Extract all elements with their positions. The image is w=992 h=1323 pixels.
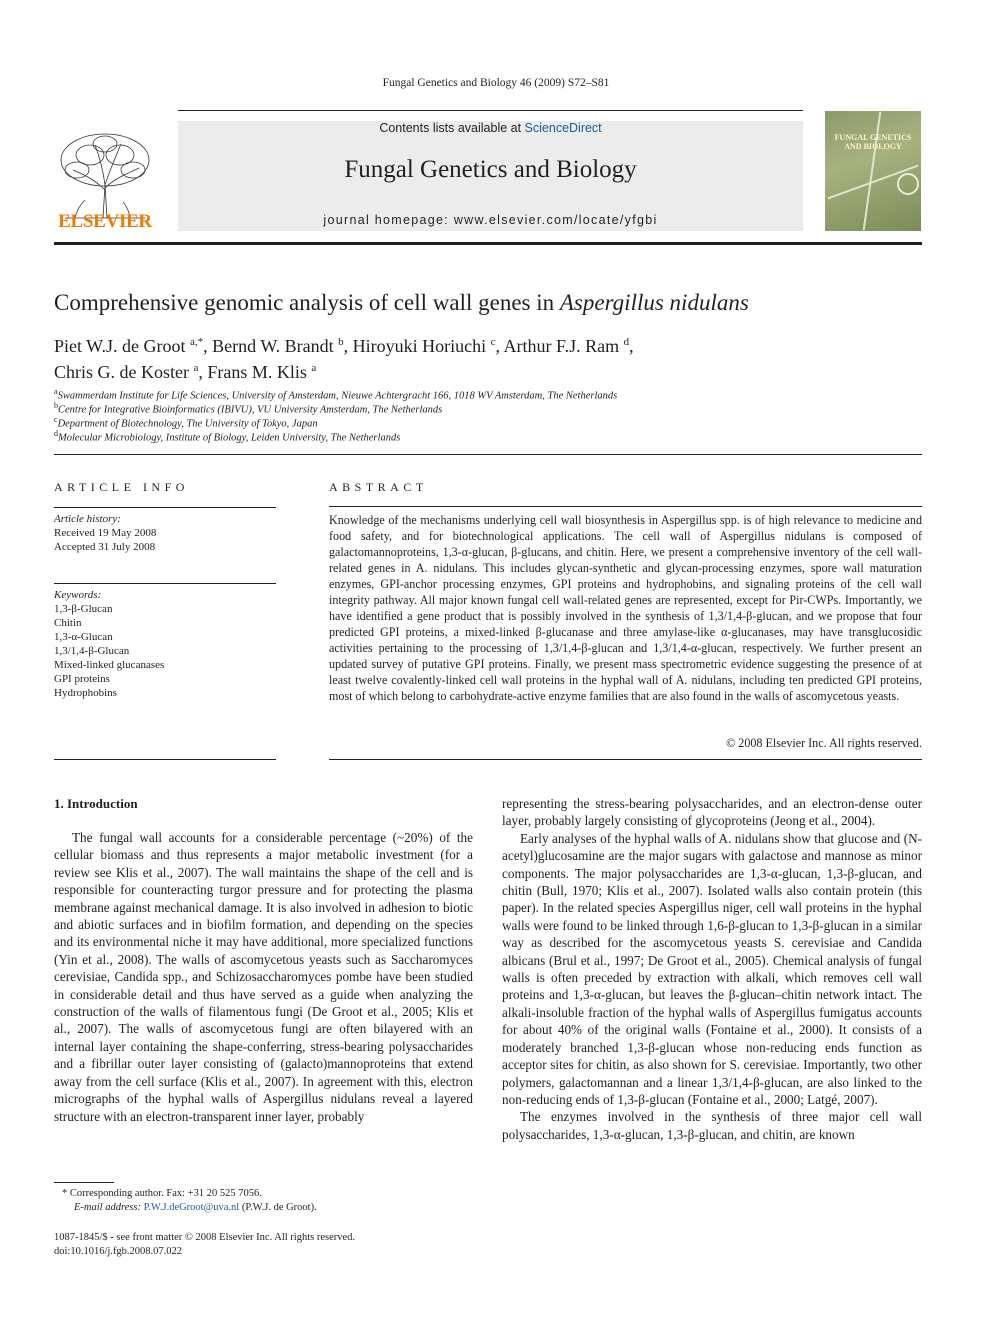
cover-hypha-line [863, 111, 882, 230]
affiliation [54, 387, 617, 402]
author-separator: , [629, 336, 634, 356]
history-label: Article history: [54, 513, 121, 525]
affiliation [54, 429, 400, 444]
journal-cover-image [825, 111, 921, 231]
intro-paragraph: representing the stress-bearing polysaccharides, and an electron-dense outer layer, probably largely consisting of glycoproteins (Jeong et al., 2004). [502, 796, 922, 829]
author-affil-mark[interactable]: a [311, 362, 317, 374]
author-separator: , [203, 336, 213, 356]
affiliation [54, 415, 318, 430]
keyword: Hydrophobins [54, 687, 117, 699]
affiliation-mark: b [54, 401, 58, 410]
received-date: Received 19 May 2008 [54, 527, 157, 539]
cover-spore [897, 173, 919, 195]
author-separator: , [495, 336, 504, 356]
abstract-heading: ABSTRACT [329, 480, 428, 494]
keyword: Chitin [54, 617, 82, 629]
author-affil-mark[interactable]: d [623, 336, 630, 348]
author-affil-mark[interactable]: a,* [190, 336, 204, 348]
author[interactable]: Piet W.J. de Groot [54, 336, 186, 356]
article-title [54, 290, 749, 316]
author[interactable]: Frans M. Klis [207, 362, 307, 382]
affiliation-mark: d [54, 429, 58, 438]
article-info-heading: ARTICLE INFO [54, 480, 189, 494]
email-suffix: (P.W.J. de Groot). [239, 1202, 317, 1213]
author[interactable]: Hiroyuki Horiuchi [352, 336, 487, 356]
intro-left-column: The fungal wall accounts for a considerable percentage (~20%) of the cellular biomass and thus represents a major metabolic investment (for a review see Klis et al., 2007). The wall maintains the shape of the cell and is responsible for counteracting turgor pressure and for protecting the plasma membrane against mechanical damage. It is also involved in adhesion to biotic and abiotic surfaces and in biofilm formation, and depending on the species and its environmental niche it may have additional, more specialized functions (Yin et al., 2008). The walls of ascomycetous yeasts such as Saccharomyces cerevisiae, Candida spp., and Schizosaccharomyces pombe have been studied in considerable detail and thus have served as a guide when analyzing the construction of the walls of filamentous fungi (De Groot et al., 2005; Klis et al., 2007). The walls of ascomycetous fungi are often bilayered with an internal layer containing the shape-conferring, stress-bearing polysaccharides and a fibrillar outer layer consisting of (galacto)mannoproteins that extend away from the cell surface (Klis et al., 2007). In agreement with this, electron micrographs of the hyphal walls of Aspergillus nidulans reveal a layered structure with an electron-transparent inner layer, probably [54, 830, 473, 1124]
intro-paragraph: The enzymes involved in the synthesis of three major cell wall polysaccharides, 1,3-α-glucan, 1,3-β-glucan, and chitin, are known [502, 1109, 922, 1142]
author[interactable]: Chris G. de Koster [54, 362, 189, 382]
header-rule [54, 242, 922, 245]
affiliation-rule [54, 454, 922, 455]
affiliation [54, 401, 442, 416]
affiliation-mark: c [54, 415, 58, 424]
author-separator: , [198, 362, 208, 382]
journal-title: Fungal Genetics and Biology [344, 156, 637, 183]
top-rule [178, 110, 803, 111]
footnote-rule [54, 1182, 114, 1183]
author[interactable]: Arthur F.J. Ram [503, 336, 620, 356]
author[interactable]: Bernd W. Brandt [212, 336, 334, 356]
doi-line[interactable]: doi:10.1016/j.fgb.2008.07.022 [54, 1246, 183, 1257]
issn-line: 1087-1845/$ - see front matter © 2008 Elsevier Inc. All rights reserved. [54, 1232, 356, 1243]
abstract-rule [329, 759, 922, 760]
accepted-date: Accepted 31 July 2008 [54, 541, 156, 553]
author-affil-mark[interactable]: c [490, 336, 496, 348]
keyword: Mixed-linked glucanases [54, 659, 165, 671]
article-info-rule [54, 759, 276, 760]
contents-prefix: Contents lists available at [379, 121, 525, 135]
email-link[interactable]: P.W.J.deGroot@uva.nl [143, 1202, 240, 1213]
keyword: 1,3-α-Glucan [54, 631, 113, 643]
keyword: GPI proteins [54, 673, 110, 685]
email-note [74, 1201, 317, 1215]
author-list [54, 331, 634, 383]
introduction-heading: 1. Introduction [54, 796, 138, 811]
corresponding-author-note [62, 1187, 262, 1201]
sciencedirect-link[interactable]: ScienceDirect [524, 121, 602, 135]
abstract-text: Knowledge of the mechanisms underlying cell wall biosynthesis in Aspergillus spp. is of high relevance to medicine and food safety, and for biotechnological applications. The cell wall of Aspergillus nidulans is composed of galactomannoproteins, 1,3-α-glucan, β-glucans, and chitin. Here, we present a comprehensive inventory of the cell wall-related genes in A. nidulans. This includes glycan-synthetic and glycan-processing enzymes, spore wall maturation enzymes, GPI-anchor processing enzymes, GPI proteins and hydrophobins, and signaling proteins of the cell wall integrity pathway. All major known fungal cell wall-related genes are represented, except for Pir-CWPs. Importantly, we have identified a gene product that is possibly involved in the synthesis of 1,3/1,4-β-glucan, and we propose that four predicted GPI proteins, a mixed-linked β-glucanase and three amylase-like α-glucanases, may have transglucosidic activities pertaining to the processing of 1,3/1,4-β-glucan and 1,3/1,4-α-glucan, respectively. We further present an updated survey of putative GPI proteins. Finally, we present mass spectrometric evidence suggesting the presence of at least twelve covalently-linked cell wall proteins in the hyphal wall of A. nidulans, including ten predicted GPI proteins, most of which belong to carbohydrate-active enzyme families that are also found in the walls of ascomycetous yeasts. [329, 513, 922, 703]
affiliation-text: Centre for Integrative Bioinformatics (IBIVU), VU University Amsterdam, The Netherlands [58, 404, 443, 416]
affiliation-text: Swammerdam Institute for Life Sciences, University of Amsterdam, Nieuwe Achtergracht 166, 1018 WV Amsterdam, The Netherlands [57, 390, 618, 402]
intro-paragraph: Early analyses of the hyphal walls of A. nidulans show that glucose and (N-acetyl)glucosamine are the major sugars with galactose and mannose as minor components. The major polysaccharides are 1,3-α-glucan, 1,3-β-glucan, and chitin (Bull, 1970; Klis et al., 2007). Isolated walls also contain protein (this paper). In the related species Aspergillus niger, cell wall proteins in the hyphal walls were found to be linked through 1,6-β-glucan to 1,3-β-glucan in a similar way as described for the ascomycetous yeasts S. cerevisiae and Candida albicans (Brul et al., 1997; De Groot et al., 2005). Chemical analysis of fungal walls is often preceded by extraction with alkali, which removes cell wall proteins and 1,3-α-glucan, but leaves the β-glucan–chitin network intact. The alkali-insoluble fraction of the hyphal walls of Aspergillus fumigatus accounts for about 40% of the original walls (Fontaine et al., 2000). It consists of a moderately branched 1,3-β-glucan whose non-reducing ends function as acceptor sites for chitin, as also shown for S. cerevisiae. Importantly, two other polymers, galactomannan and a linear 1,3/1,4-β-glucan, are also linked to the non-reducing ends of 1,3-β-glucan (Fontaine et al., 2000; Latgé, 2007). [502, 830, 922, 1107]
keywords-label: Keywords: [54, 589, 102, 601]
footnote-mark: * [62, 1188, 68, 1199]
author-affil-mark[interactable]: a [193, 362, 199, 374]
article-info-rule [54, 583, 276, 584]
cover-title: FUNGAL GENETICS AND BIOLOGY [834, 133, 912, 151]
elsevier-wordmark: ELSEVIER [58, 211, 152, 232]
author-line-1 [54, 331, 634, 357]
journal-reference: Fungal Genetics and Biology 46 (2009) S72–S81 [382, 77, 610, 89]
intro-right-column [502, 795, 922, 1143]
affiliation-text: Department of Biotechnology, The University of Tokyo, Japan [57, 418, 318, 430]
email-label: E-mail address: [74, 1202, 144, 1213]
title-main: Comprehensive genomic analysis of cell wall genes in [54, 290, 560, 315]
keyword: 1,3-β-Glucan [54, 603, 113, 615]
affiliation-text: Molecular Microbiology, Institute of Biology, Leiden University, The Netherlands [58, 432, 401, 444]
title-species: Aspergillus nidulans [559, 290, 749, 315]
affiliation-mark: a [54, 387, 58, 396]
journal-homepage[interactable]: journal homepage: www.elsevier.com/locate/yfgbi [323, 213, 658, 227]
author-affil-mark[interactable]: b [338, 336, 344, 348]
article-info-rule [54, 507, 276, 508]
contents-line [178, 121, 803, 135]
abstract-rule [329, 506, 922, 507]
abstract-copyright: © 2008 Elsevier Inc. All rights reserved. [726, 736, 922, 750]
author-line-2 [54, 357, 634, 383]
author-separator: , [343, 336, 353, 356]
keyword: 1,3/1,4-β-Glucan [54, 645, 130, 657]
corresponding-author-text: Corresponding author. Fax: +31 20 525 7056. [69, 1188, 262, 1199]
